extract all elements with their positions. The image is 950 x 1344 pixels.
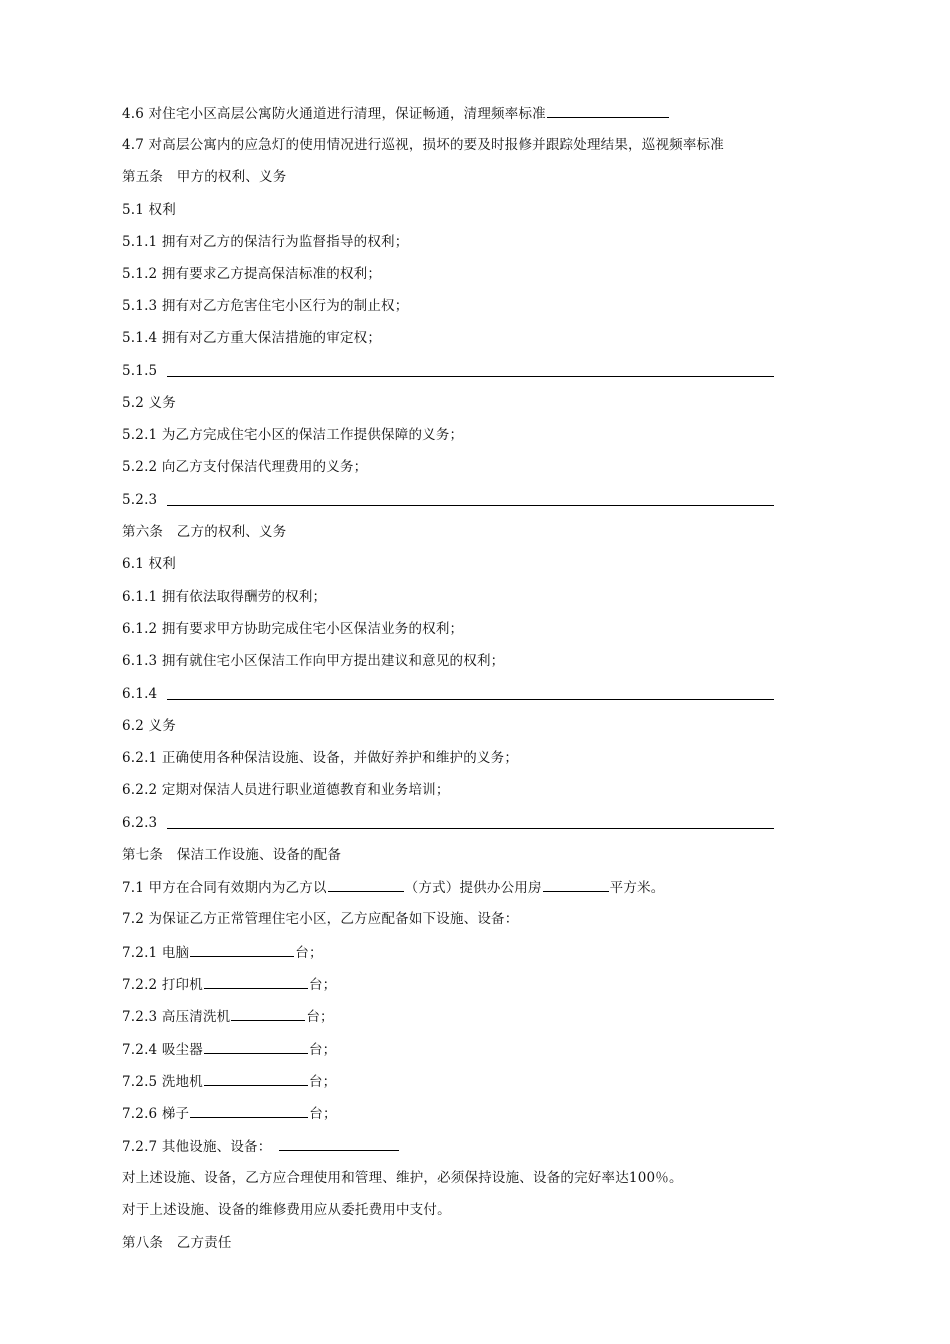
clause-5-2-1: 5.2.1 为乙方完成住宅小区的保洁工作提供保障的义务； <box>122 427 464 443</box>
clause-5-1: 5.1 权利 <box>122 202 176 218</box>
fill-blank[interactable] <box>328 877 404 892</box>
clause-6-1-4: 6.1.4 <box>122 686 158 702</box>
fill-blank[interactable] <box>543 877 609 892</box>
clause-5-1-2: 5.1.2 拥有要求乙方提高保洁标准的权利； <box>122 266 382 282</box>
fill-blank[interactable] <box>204 974 308 989</box>
clause-6-2-3: 6.2.3 <box>122 815 158 831</box>
fill-blank[interactable] <box>279 1136 399 1151</box>
fill-blank[interactable] <box>190 942 294 957</box>
fill-blank[interactable] <box>547 103 669 118</box>
clause-7-2-7: 7.2.7 其他设施、设备： <box>122 1136 400 1156</box>
maintenance-fee-paragraph: 对于上述设施、设备的维修费用应从委托费用中支付。 <box>122 1202 451 1218</box>
clause-7-1: 7.1 甲方在合同有效期内为乙方以 （方式）提供办公用房 平方米。 <box>122 877 664 897</box>
fill-blank[interactable] <box>167 828 774 829</box>
clause-7-2-2: 7.2.2 打印机 台； <box>122 974 336 994</box>
clause-6-2: 6.2 义务 <box>122 718 176 734</box>
fill-blank[interactable] <box>204 1039 308 1054</box>
clause-6-1-2: 6.1.2 拥有要求甲方协助完成住宅小区保洁业务的权利； <box>122 621 464 637</box>
article-8-heading: 第八条 乙方责任 <box>122 1235 232 1251</box>
clause-6-2-1: 6.2.1 正确使用各种保洁设施、设备，并做好养护和维护的义务； <box>122 750 519 766</box>
clause-6-2-2: 6.2.2 定期对保洁人员进行职业道德教育和业务培训； <box>122 782 450 798</box>
clause-5-1-4: 5.1.4 拥有对乙方重大保洁措施的审定权； <box>122 330 382 346</box>
clause-6-1-1: 6.1.1 拥有依法取得酬劳的权利； <box>122 589 327 605</box>
article-7-heading: 第七条 保洁工作设施、设备的配备 <box>122 847 342 863</box>
clause-7-2-6: 7.2.6 梯子 台； <box>122 1103 337 1123</box>
clause-7-2-5: 7.2.5 洗地机 台； <box>122 1071 336 1091</box>
fill-blank[interactable] <box>167 699 774 700</box>
clause-5-2-3: 5.2.3 <box>122 492 158 508</box>
fill-blank[interactable] <box>190 1103 308 1118</box>
clause-5-1-3: 5.1.3 拥有对乙方危害住宅小区行为的制止权； <box>122 298 409 314</box>
clause-5-2-2: 5.2.2 向乙方支付保洁代理费用的义务； <box>122 459 368 475</box>
article-5-heading: 第五条 甲方的权利、义务 <box>122 169 287 185</box>
clause-4-7: 4.7 对高层公寓内的应急灯的使用情况进行巡视，损坏的要及时报修并跟踪处理结果，巡视频率标准 <box>122 137 724 153</box>
clause-6-1: 6.1 权利 <box>122 556 176 572</box>
equipment-usage-paragraph: 对上述设施、设备，乙方应合理使用和管理、维护，必须保持设施、设备的完好率达100％。 <box>122 1170 683 1186</box>
clause-7-2: 7.2 为保证乙方正常管理住宅小区，乙方应配备如下设施、设备： <box>122 911 519 927</box>
clause-7-2-4: 7.2.4 吸尘器 台； <box>122 1039 336 1059</box>
article-6-heading: 第六条 乙方的权利、义务 <box>122 524 287 540</box>
clause-7-2-3: 7.2.3 高压清洗机 台； <box>122 1006 334 1026</box>
clause-6-1-3: 6.1.3 拥有就住宅小区保洁工作向甲方提出建议和意见的权利； <box>122 653 505 669</box>
clause-7-2-1: 7.2.1 电脑 台； <box>122 942 323 962</box>
clause-5-1-5: 5.1.5 <box>122 363 158 379</box>
fill-blank[interactable] <box>204 1071 308 1086</box>
clause-4-6: 4.6 对住宅小区高层公寓防火通道进行清理，保证畅通，清理频率标准 <box>122 103 670 123</box>
fill-blank[interactable] <box>231 1006 305 1021</box>
clause-5-2: 5.2 义务 <box>122 395 176 411</box>
fill-blank[interactable] <box>167 376 774 377</box>
clause-5-1-1: 5.1.1 拥有对乙方的保洁行为监督指导的权利； <box>122 234 409 250</box>
fill-blank[interactable] <box>167 505 774 506</box>
